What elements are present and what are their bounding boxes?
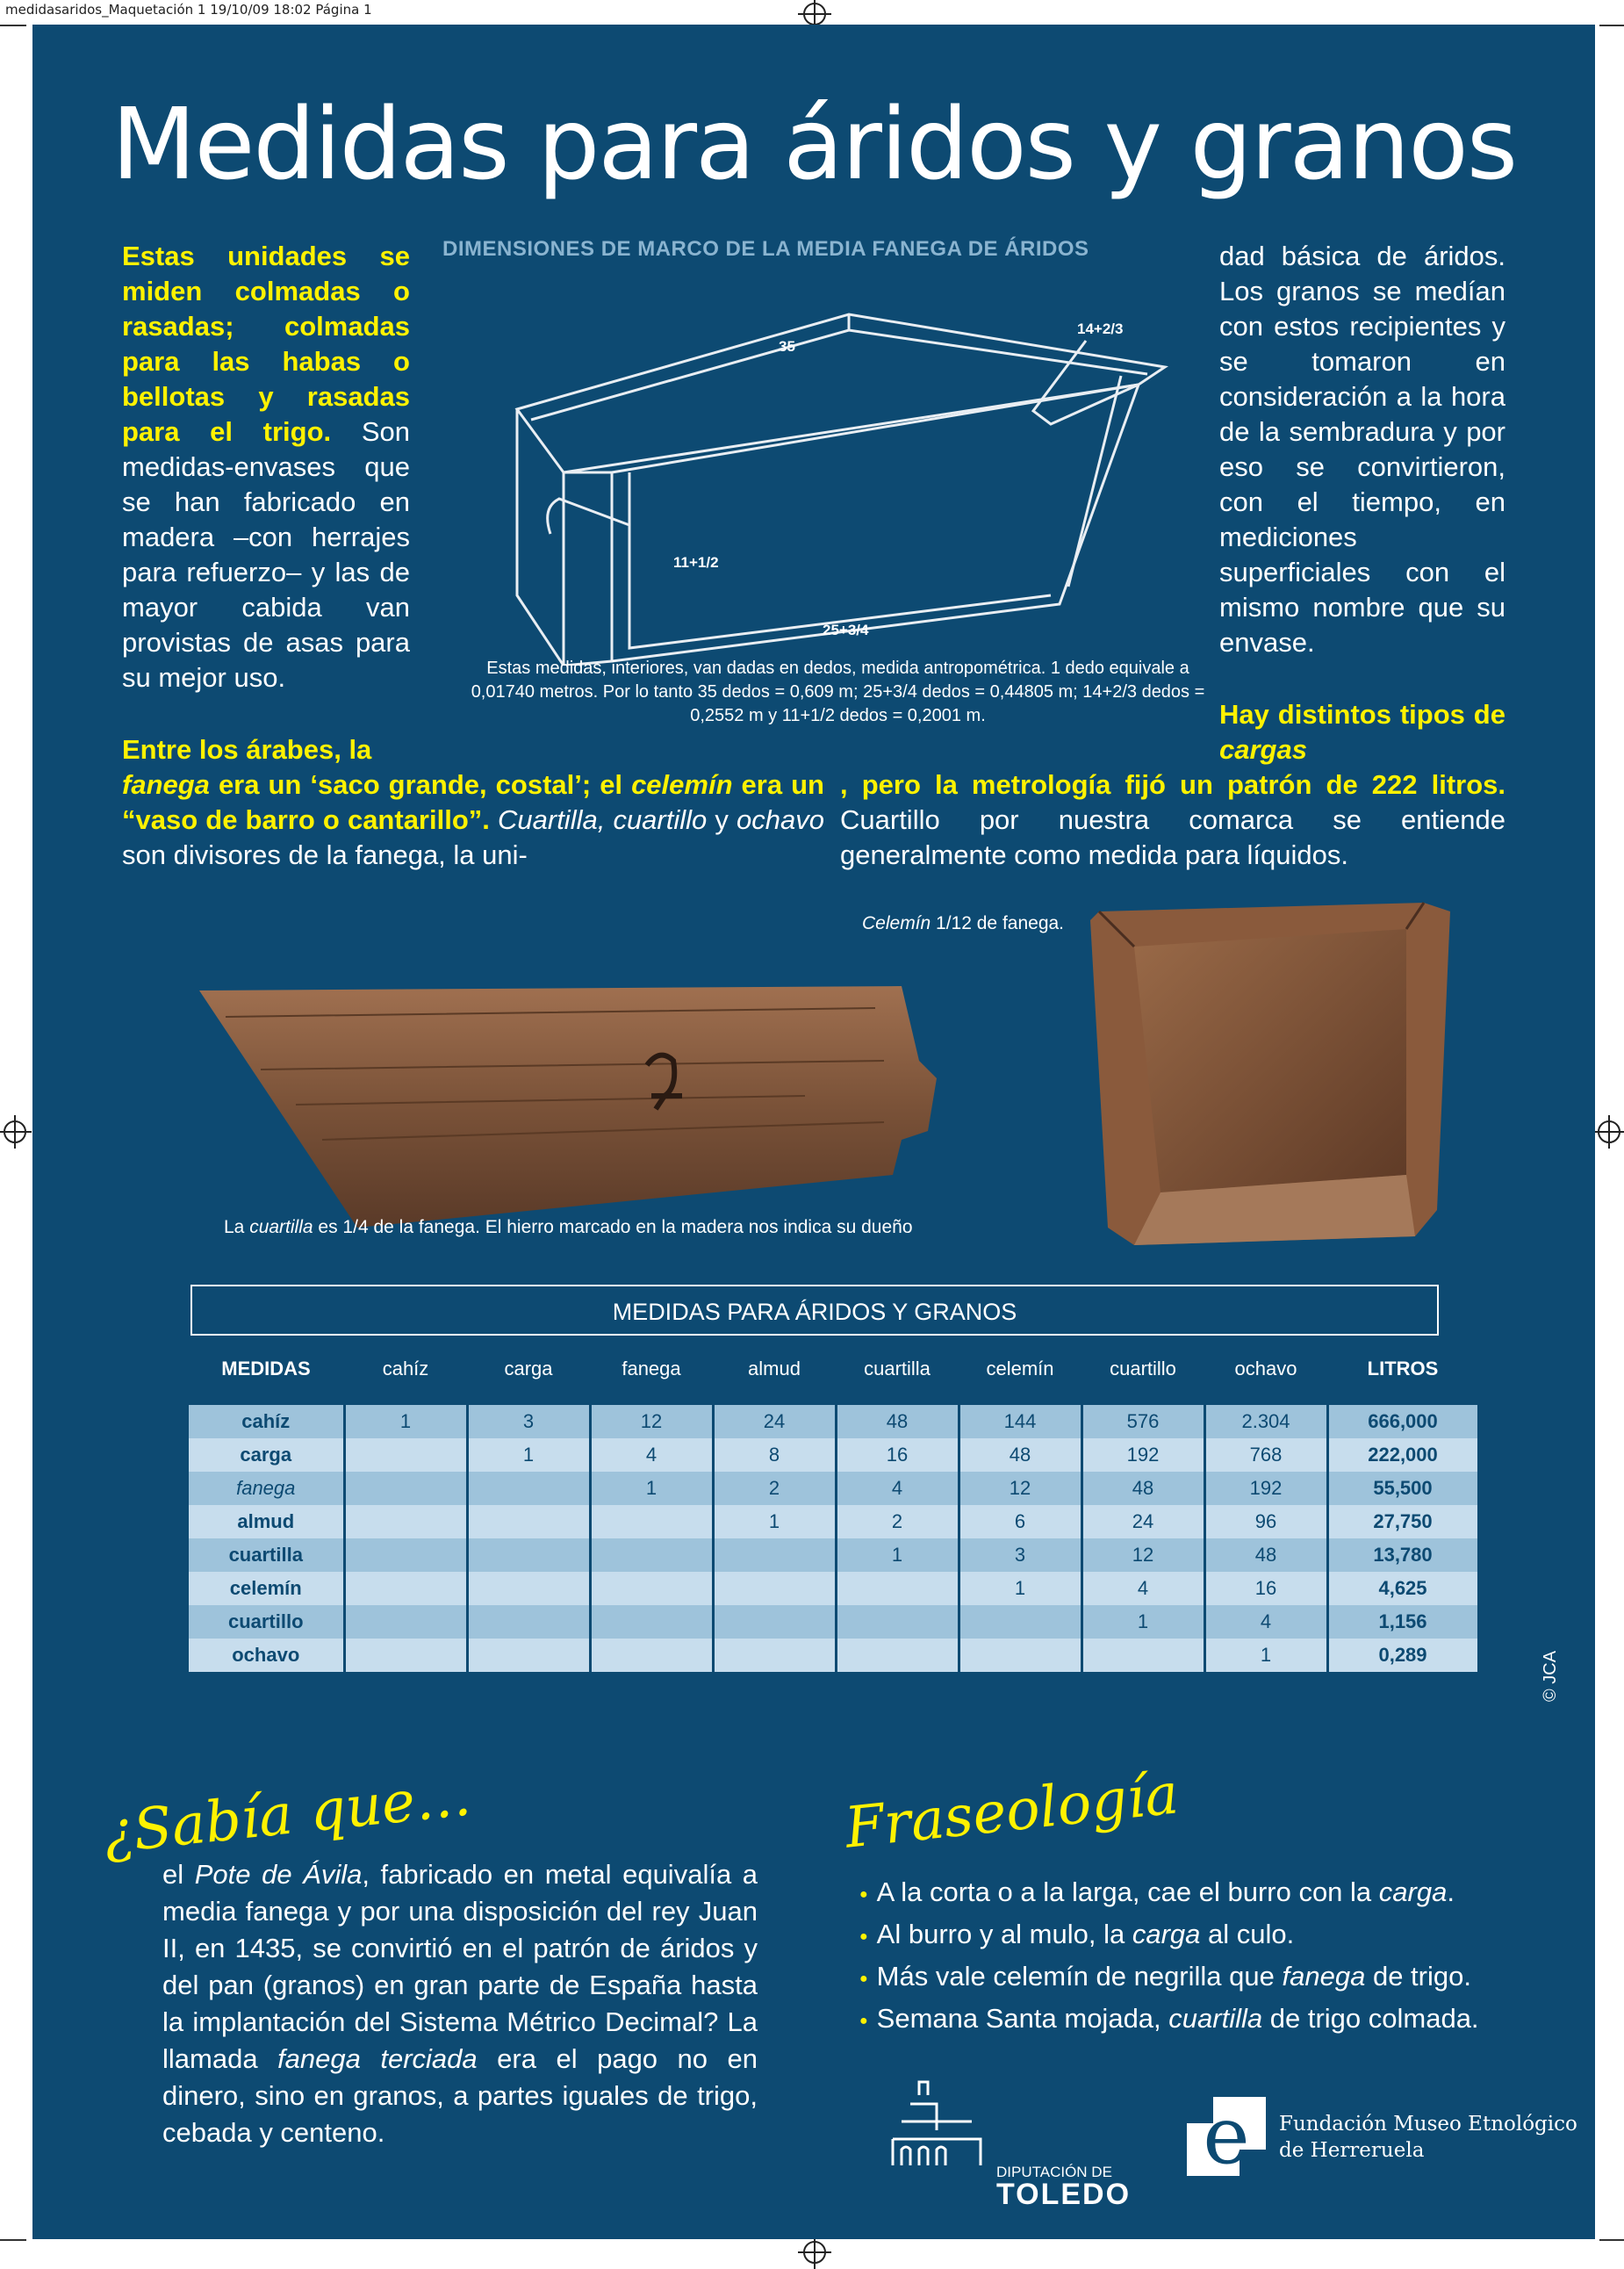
cuartilla-caption-a: La: [224, 1217, 245, 1237]
table-cell: [590, 1639, 713, 1672]
table-liters-cell: 55,500: [1327, 1472, 1478, 1505]
table-liters-cell: 666,000: [1327, 1405, 1478, 1438]
table-cell: 3: [467, 1405, 590, 1438]
fanega-frame-diagram: [471, 279, 1191, 666]
frame-front-corner: [564, 472, 612, 666]
table-cell: 16: [836, 1438, 959, 1472]
print-slug: medidasaridos_Maquetación 1 19/10/09 18:02 Página 1: [5, 2, 372, 18]
table-cell: 1: [590, 1472, 713, 1505]
term-fanega-terciada: fanega terciada: [277, 2043, 478, 2074]
term-cargas: cargas: [1219, 734, 1307, 765]
tipos-text-3: Cuartillo por nuestra comarca se entiende generalmente como medida para líquidos.: [840, 804, 1505, 870]
table-row-header: cuartillo: [189, 1605, 344, 1639]
crop-mark: [1599, 25, 1624, 26]
table-header-cell: cuartilla: [836, 1345, 959, 1393]
tipos-paragraph: [1219, 697, 1505, 767]
table-row: [189, 1472, 1478, 1505]
table-header-cell: fanega: [590, 1345, 713, 1393]
dim-11-label: 11+1/2: [673, 554, 719, 571]
frame-handle: [548, 499, 629, 534]
table-cell: [836, 1572, 959, 1605]
table-cell: 4: [1204, 1605, 1327, 1639]
frame-top-edge: [517, 314, 1165, 472]
table-cell: [959, 1605, 1081, 1639]
table-row: [189, 1538, 1478, 1572]
celemin-caption-text: 1/12 de fanega.: [936, 913, 1065, 933]
table-cell: [713, 1572, 836, 1605]
diputacion-logo-line1: DIPUTACIÓN DE: [996, 2164, 1112, 2180]
phrase-term: fanega: [1282, 1961, 1366, 1992]
list-item: [859, 1916, 1479, 1958]
fundacion-logo-icon: [1178, 2088, 1275, 2185]
table-row-header: ochavo: [189, 1639, 344, 1672]
sabia-text-2: , fabricado en metal equivalía a media fanega y por una disposición del rey Juan II, en 1435, se convirtió en el patrón de áridos y del pan (granos) en gran parte de España hasta la implantación del Sistema Métrico Decimal? La llamada: [162, 1859, 758, 2074]
table-cell: 768: [1204, 1438, 1327, 1472]
table-liters-cell: 222,000: [1327, 1438, 1478, 1472]
table-cell: 4: [590, 1438, 713, 1472]
table-liters-cell: 1,156: [1327, 1605, 1478, 1639]
sabia-heading: ¿Sabía que…: [100, 1763, 475, 1867]
table-liters-cell: 13,780: [1327, 1538, 1478, 1572]
arabes-lead: [122, 732, 438, 767]
table-cell: [590, 1538, 713, 1572]
crop-mark: [0, 25, 26, 26]
table-cell: [467, 1538, 590, 1572]
table-cell: 96: [1204, 1505, 1327, 1538]
frame-slant-edge: [1068, 376, 1121, 587]
table-cell: [590, 1505, 713, 1538]
table-cell: [959, 1639, 1081, 1672]
cuartilla-caption: [224, 1217, 913, 1238]
table-cell: [344, 1639, 467, 1672]
table-spacer: [189, 1393, 1478, 1405]
tipos-text-2: , pero la metrología fijó un patrón de 222 litros.: [840, 769, 1505, 800]
table-row-header: carga: [189, 1438, 344, 1472]
table-cell: [344, 1438, 467, 1472]
table-cell: [467, 1505, 590, 1538]
table-row: [189, 1438, 1478, 1472]
table-liters-cell: 4,625: [1327, 1572, 1478, 1605]
diagram-title: DIMENSIONES DE MARCO DE LA MEDIA FANEGA DE ÁRIDOS: [442, 237, 1089, 261]
dim-35-label: 35: [779, 338, 795, 355]
table-row-header: almud: [189, 1505, 344, 1538]
phrase-text: Al burro y al mulo, la: [876, 1919, 1125, 1949]
phrase-text: Semana Santa mojada,: [876, 2003, 1161, 2034]
table-cell: 1: [836, 1538, 959, 1572]
table-cell: [344, 1538, 467, 1572]
table-cell: 1: [1081, 1605, 1204, 1639]
table-cell: 4: [1081, 1572, 1204, 1605]
svg-text:e: e: [1203, 2090, 1250, 2182]
dim-25-label: 25+3/4: [823, 622, 869, 638]
list-item: [859, 1958, 1479, 2000]
tipos-text-1: Hay distintos tipos de: [1219, 699, 1505, 730]
table-cell: 1: [1204, 1639, 1327, 1672]
registration-mark-left: [4, 1120, 26, 1143]
table-cell: 4: [836, 1472, 959, 1505]
list-item: [859, 1874, 1479, 1916]
right-column-text: dad básica de áridos. Los granos se medían con estos recipientes y se tomaron en consideración a la hora de la sembradura y por eso se convirtieron, con el tiempo, en mediciones superficiales con el mismo nombre que su envase.: [1219, 241, 1505, 658]
table-cell: [836, 1605, 959, 1639]
table-cell: 1: [713, 1505, 836, 1538]
cuartilla-photo: [190, 964, 1024, 1245]
table-cell: [467, 1572, 590, 1605]
measures-table: [189, 1345, 1480, 1672]
phrase-text: Más vale celemín de negrilla que: [876, 1961, 1275, 1992]
table-row-header: cahíz: [189, 1405, 344, 1438]
table-header-cell: cahíz: [344, 1345, 467, 1393]
table-cell: [344, 1472, 467, 1505]
term-celemin: celemín: [631, 769, 733, 800]
table-header-cell: celemín: [959, 1345, 1081, 1393]
term-fanega: fanega: [122, 769, 210, 800]
table-cell: 192: [1204, 1472, 1327, 1505]
frame-end-panel: [517, 409, 564, 666]
sabia-text-3: era el pago no en dinero, sino en granos, a partes iguales de trigo, cebada y centeno.: [162, 2043, 758, 2148]
poster-panel: [32, 25, 1595, 2239]
celemin-caption-term: Celemín: [862, 913, 931, 933]
table-cell: 8: [713, 1438, 836, 1472]
term-pote: Pote de Ávila: [194, 1859, 363, 1890]
phrase-term: carga: [1378, 1876, 1448, 1907]
table-cell: [1081, 1639, 1204, 1672]
table-header-cell: cuartillo: [1081, 1345, 1204, 1393]
table-cell: [836, 1639, 959, 1672]
table-cell: 12: [959, 1472, 1081, 1505]
table-cell: 2: [713, 1472, 836, 1505]
table-cell: [467, 1639, 590, 1672]
table-cell: 16: [1204, 1572, 1327, 1605]
table-spacer-cell: [189, 1393, 1478, 1405]
registration-mark-top: [803, 3, 826, 25]
table-title: MEDIDAS PARA ÁRIDOS Y GRANOS: [190, 1285, 1439, 1336]
table-row-header: cuartilla: [189, 1538, 344, 1572]
table-cell: 2: [836, 1505, 959, 1538]
table-cell: 144: [959, 1405, 1081, 1438]
table-cell: 576: [1081, 1405, 1204, 1438]
table-cell: [344, 1505, 467, 1538]
table-cell: 3: [959, 1538, 1081, 1572]
table-cell: [590, 1572, 713, 1605]
table-cell: 48: [1204, 1538, 1327, 1572]
table-cell: [590, 1605, 713, 1639]
celemin-caption: [862, 913, 1064, 934]
table-cell: 2.304: [1204, 1405, 1327, 1438]
phrase-text: A la corta o a la larga, cae el burro con la: [876, 1876, 1372, 1907]
diputacion-logo-icon: [875, 2078, 998, 2174]
fundacion-logo-line2: de Herreruela: [1279, 2139, 1425, 2162]
arabes-paragraph: [122, 767, 824, 873]
table-cell: [713, 1538, 836, 1572]
arabes-text-2: era un ‘saco grande, costal’; el: [218, 769, 623, 800]
intro-paragraph: [122, 239, 410, 695]
table-cell: [713, 1639, 836, 1672]
page-title: Medidas para áridos y granos: [111, 88, 1517, 202]
table-cell: [344, 1572, 467, 1605]
table-cell: 48: [959, 1438, 1081, 1472]
table-cell: [344, 1605, 467, 1639]
table-row: [189, 1605, 1478, 1639]
table-cell: 1: [467, 1438, 590, 1472]
table-header-cell: LITROS: [1327, 1345, 1478, 1393]
phrase-end: de trigo.: [1372, 1961, 1471, 1992]
table-header-cell: carga: [467, 1345, 590, 1393]
table-cell: [467, 1605, 590, 1639]
intro-highlight: Estas unidades se miden colmadas o rasadas; colmadas para las habas o bellotas y rasadas para el trigo.: [122, 241, 410, 447]
table-cell: 48: [1081, 1472, 1204, 1505]
table-liters-cell: 0,289: [1327, 1639, 1478, 1672]
fraseologia-heading: Fraseología: [842, 1761, 1182, 1862]
table-header-cell: MEDIDAS: [189, 1345, 344, 1393]
registration-mark-bottom: [803, 2241, 826, 2264]
table-cell: 48: [836, 1405, 959, 1438]
table-cell: [467, 1472, 590, 1505]
fundacion-logo-line1: Fundación Museo Etnológico: [1279, 2113, 1577, 2136]
table-header-row: [189, 1345, 1478, 1393]
right-column-paragraph: [1219, 239, 1505, 660]
tipos-paragraph-2: [840, 767, 1505, 873]
arabes-text-5: son divisores de la fanega, la uni-: [122, 839, 528, 870]
phrase-end: .: [1447, 1876, 1455, 1907]
table-header-cell: ochavo: [1204, 1345, 1327, 1393]
list-item: [859, 2000, 1479, 2042]
table-header-cell: almud: [713, 1345, 836, 1393]
fraseologia-list: [859, 1874, 1479, 2042]
table-cell: 24: [713, 1405, 836, 1438]
table-row: [189, 1572, 1478, 1605]
table-cell: 1: [344, 1405, 467, 1438]
crop-mark: [0, 2239, 26, 2241]
table-cell: 1: [959, 1572, 1081, 1605]
intro-text: Son medidas-envases que se han fabricado en madera –con herrajes para refuerzo– y las de mayor cabida van provistas de asas para su mejor uso.: [122, 416, 410, 693]
arabes-text-3: era un “vaso de barro o cantarillo”.: [122, 769, 824, 835]
table-liters-cell: 27,750: [1327, 1505, 1478, 1538]
term-cuartillo: cuartillo: [613, 804, 708, 835]
arabes-lead-text: Entre los árabes, la: [122, 734, 372, 765]
copyright: © JCA: [1541, 1650, 1560, 1702]
table-row-header: celemín: [189, 1572, 344, 1605]
diagram-note: Estas medidas, interiores, van dadas en dedos, medida antropométrica. 1 dedo equivale a 0,01740 metros. Por lo tanto 35 dedos = 0,609 m; 25+3/4 dedos = 0,44805 m; 14+2/3 dedos = 0,2552 m y 11+1/2 dedos = 0,2001 m.: [471, 659, 1205, 725]
phrase-end: al culo.: [1208, 1919, 1295, 1949]
table-cell: 24: [1081, 1505, 1204, 1538]
registration-mark-right: [1598, 1120, 1620, 1143]
cuartilla-caption-b: es 1/4 de la fanega. El hierro marcado en la madera nos indica su dueño: [318, 1217, 913, 1237]
sabia-paragraph: [162, 1856, 758, 2151]
sabia-text-1: el: [162, 1859, 184, 1890]
table-row: [189, 1505, 1478, 1538]
phrase-term: carga: [1132, 1919, 1201, 1949]
cuartilla-caption-term: cuartilla: [249, 1217, 313, 1237]
celemin-photo: [1081, 894, 1459, 1263]
diputacion-logo-line2: TOLEDO: [996, 2178, 1132, 2211]
table-row-header: fanega: [189, 1472, 344, 1505]
phrase-term: cuartilla: [1168, 2003, 1263, 2034]
arabes-text-4: y: [715, 804, 729, 835]
table-cell: [713, 1605, 836, 1639]
frame-top-inner: [531, 330, 1147, 420]
table-row: [189, 1639, 1478, 1672]
dim-14-label: 14+2/3: [1077, 321, 1124, 337]
table-row: [189, 1405, 1478, 1438]
table-cell: 192: [1081, 1438, 1204, 1472]
table-cell: 12: [1081, 1538, 1204, 1572]
table-cell: 6: [959, 1505, 1081, 1538]
term-ochavo: ochavo: [736, 804, 824, 835]
term-cuartilla: Cuartilla,: [498, 804, 606, 835]
phrase-end: de trigo colmada.: [1269, 2003, 1479, 2034]
crop-mark: [1599, 2239, 1624, 2241]
table-cell: 12: [590, 1405, 713, 1438]
